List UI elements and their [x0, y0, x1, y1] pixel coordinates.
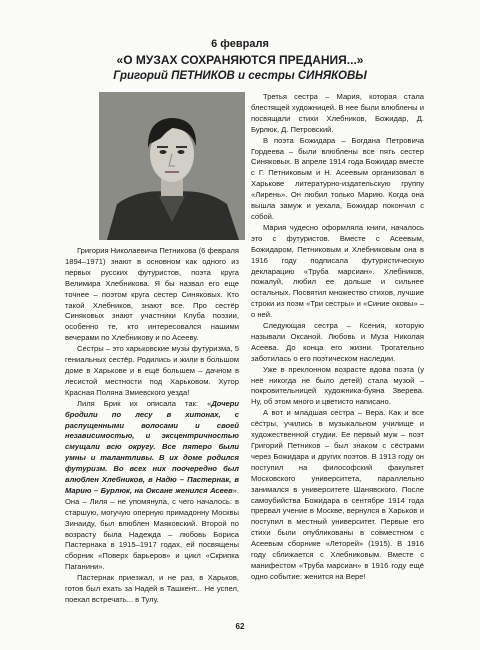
emphasized-quote: Дочери бродили по лесу в хитонах, с распущенными волосами и своей независимостью, и эксцентричностью смущали всю округу. Все пятеро были умны и талантливы. В их доме родился футуризм. Во всех них поочередно был влюблен Хлебников, в Надю – Пастернак, в Марию – Бурлюк, на Оксане женился Асеев	[65, 398, 239, 495]
article-header	[0, 37, 480, 84]
portrait-photo	[99, 92, 245, 240]
paragraph: Уже в преклонном возрасте вдова поэта (у неё никогда не было детей) стала музой – покровительницей художника-буяна Зверева. Ну, об этом много и цветисто написано.	[251, 364, 424, 407]
paragraph: В поэта Божидара – Богдана Петровича Гордеева – были влюблены все пять сестер Синяковых. В апреле 1914 года Божидар вместе с Г. Петниковым и Н. Асеевым организовал в Харькове литературно-издательскую группу «Лирень». Он любил только Марию. Когда она вышла замуж и уехала, Божидар покончил с собой.	[251, 135, 424, 221]
quote-intro: Лиля Брик их описала так: «	[77, 398, 212, 408]
paragraph-quote	[65, 399, 239, 574]
article-subtitle: Григорий ПЕТНИКОВ и сестры СИНЯКОВЫ	[113, 70, 367, 82]
quote-continuation: ». Она – Лиля – не упомянула, с чего началось: в старшую, могучую оперную примадонну Москвы Зинаиду, был влюблен Маяковский. Второй по возрасту была Надежда – любовь Бориса Пастернака в 1915–1917 годах, ей посвящены сборник «Поверх барьеров» и цикл «Скрипка Паганини».	[65, 485, 239, 572]
paragraph: А вот и младшая сестра – Вера. Как и все сёстры, учились в музыкальном училище и художественной студии. Ее первый муж – поэт Григорий Петников – был знаком с сёстрами через Божидара и других поэтов. В 1913 году он поступил на философский факультет Московского университета, параллельно занимался в университете Шанявского. После самоубийства Божидара в сентябре 1914 года прервал учение в Москве, вернулся в Харьков и поступил в местный университет. Первые его стихи были опубликованы в совместном с Асеевым сборнике «Летоpей» (1915). В 1916 году сближается с Хлебниковым. Вместе с манифестом «Труба марсиан» в 1916 году ещё одно событие: женится на Вере!	[251, 408, 424, 581]
article-title: «О МУЗАХ СОХРАНЯЮТСЯ ПРЕДАНИЯ...»	[116, 53, 364, 67]
page-number: 62	[235, 622, 245, 631]
paragraph: Сестры – это харьковские музы футуризма, 5 гениальных сестёр. Родились и жили в большом доме в Харькове и в ещё большем – дачном в лесистой местности под Харьковом. Хутор Красная Поляна Змиевского уезда!	[65, 344, 239, 397]
paragraph: Григория Николаевича Петникова (6 февраля 1894–1971) знают в основном как одного из первых русских футуристов, поэта круга Велимира Хлебникова. Я бы назвал его еще точнее – поэтом круга сестер Синяковых. Кто такой Хлебников, знают все. Про сестёр Синяковых знают участники Клуба поэзии, особенно те, кто интересовался нашими вечерами по Хлебникову и по Асееву.	[65, 246, 239, 343]
paragraph: Третья сестра – Мария, которая стала блестящей художницей. В нее были влюблены и посвящали стихи Хлебников, Божидар, Д. Бурлюк, Д. Петровский.	[251, 92, 424, 134]
article-date: 6 февраля	[211, 38, 269, 50]
paragraph: Пастернак приезжал, и не раз, в Харьков, готов был ехать за Надей в Ташкент... Не успел, поехал встречать... в Тулу.	[65, 573, 239, 604]
right-column	[251, 92, 424, 583]
paragraph: Мария чудесно оформляла книги, началось это с футуристов. Вместе с Асеевым, Божидаром, Петниковым и Хлебниковым она в 1916 году подписала футуристическую декларацию «Труба марсиан». Хлебников, пожалуй, любил ее дольше и сильнее остальных. Посвятил множество стихов, лучшие строки из поэм «Три сестры» и «Синие оковы» – о ней.	[251, 222, 424, 320]
paragraph: Следующая сестра – Ксения, которую называли Оксаной. Любовь и Муза Николая Асеева. До конца его жизни. Трогательно заботилась о его поэтическом наследии.	[251, 321, 424, 363]
left-column	[65, 246, 239, 606]
